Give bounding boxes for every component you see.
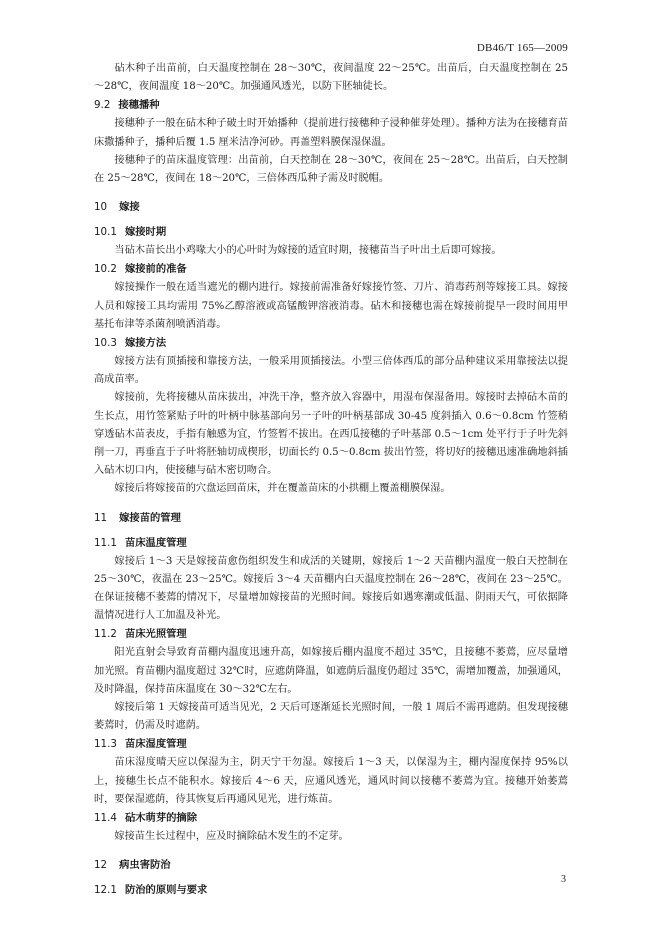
paragraph: 接穗种子的苗床温度管理：出苗前，白天控制在 28～30℃，夜间在 25～28℃。出苗后，白天控制在 25～28℃，夜间在 18～20℃，三倍体西瓜种子需及时脱帽。 [94, 154, 568, 185]
paragraph: 接穗种子一般在砧木种子破土时开始播种（提前进行接穗种子浸种催芽处理）。播种方法为在接穗育苗床撒播种子，播种后覆 1.5 厘米洁净河砂。再盖塑料膜保湿保温。 [94, 118, 568, 148]
section-heading: 9.2 接穗播种 [94, 99, 160, 112]
paragraph: 嫁接方法有顶插接和靠接方法，一般采用顶插接法。小型三倍体西瓜的部分品种建议采用靠接法以提高成苗率。 [94, 356, 568, 386]
paragraph: 嫁接后 1～3 天是嫁接苗愈伤组织发生和成活的关键期，嫁接后 1～2 天苗棚内温度一般白天控制在 25～30℃，夜温在 23～25℃。嫁接后 3～4 天苗棚内白天温度控制在 26～28℃，夜间在 23～25℃。在保证接穗不萎蔫的情况下，尽量增加嫁接苗的光照时间。嫁接后如遇寒潮或低温、阴雨天气，可依据降温情况进行人工加温及补光。 [94, 555, 568, 622]
paragraph: 嫁接操作一般在适当遮光的棚内进行。嫁接前需准备好嫁接竹签、刀片、消毒药剂等嫁接工具。嫁接人员和嫁接工具均需用 75%乙醇溶液或高锰酸钾溶液消毒。砧木和接穗也需在嫁接前提早一段时间用甲基托布津等杀菌剂喷洒消毒。 [94, 282, 568, 330]
page-number: 3 [561, 874, 566, 885]
chapter-heading: 11 嫁接苗的管理 [94, 511, 181, 524]
standard-code: DB46/T 165—2009 [476, 42, 568, 54]
section-heading: 11.1 苗床温度管理 [94, 536, 187, 549]
section-heading: 12.1 防治的原则与要求 [94, 884, 208, 897]
paragraph: 苗床湿度晴天应以保湿为主，阴天宁干勿湿。嫁接后 1～3 天，以保湿为主，棚内湿度保持 95%以上，接穗生长点不能积水。嫁接后 4～6 天，应通风透光，通风时间以接穗不萎蔫为宜。接穗开始萎蔫时，要保湿遮荫，待其恢复后再通风见光，进行炼苗。 [94, 757, 568, 805]
section-heading: 11.3 苗床湿度管理 [94, 738, 187, 751]
section-heading: 10.1 嫁接时期 [94, 226, 167, 239]
paragraph: 当砧木苗长出小鸡喙大小的心叶时为嫁接的适宜时期，接穗苗当子叶出土后即可嫁接。 [114, 245, 502, 257]
section-heading: 11.2 苗床光照管理 [94, 628, 187, 641]
document-body [94, 60, 568, 900]
paragraph: 砧木种子出苗前，白天温度控制在 28～30℃，夜间温度 22～25℃。出苗后，白天温度控制在 25～28℃，夜间温度 18～20℃。加强通风透光，以防下胚轴徒长。 [94, 63, 568, 93]
section-heading: 10.2 嫁接前的准备 [94, 263, 187, 276]
paragraph: 嫁接后第 1 天嫁接苗可适当见光，2 天后可逐渐延长光照时间，一般 1 周后不需再遮荫。但发现接穗萎蔫时，仍需及时遮荫。 [94, 702, 568, 732]
chapter-heading: 10 嫁接 [94, 201, 140, 214]
section-heading: 11.4 砧木萌芽的摘除 [94, 812, 198, 825]
paragraph: 嫁接苗生长过程中，应及时摘除砧木发生的不定芽。 [114, 831, 349, 843]
paragraph: 嫁接前，先将接穗从苗床拔出，冲洗干净，整齐放入容器中，用湿布保湿备用。嫁接时去掉砧木苗的生长点，用竹签紧贴子叶的叶柄中脉基部向另一子叶的叶柄基部成 30-45 度斜插入 0.6～0.8cm 竹签稍穿透砧木苗表皮，手指有触感为宜，竹签暂不拔出。在西瓜接穗的子叶基部 0.5～1cm 处平行于子叶先斜削一刀，再垂直于子叶将胚轴切成楔形，切面长约 0.5～0.8cm 拔出竹签，将切好的接穗迅速准确地斜插入砧木切口内，使接穗与砧木密切吻合。 [94, 392, 568, 477]
paragraph: 嫁接后将嫁接苗的穴盘运回苗床，并在覆盖苗床的小拱棚上覆盖棚膜保湿。 [114, 483, 451, 495]
paragraph: 阳光直射会导致育苗棚内温度迅速升高，如嫁接后棚内温度不超过 35℃，且接穗不萎蔫，应尽量增加光照。育苗棚内温度超过 32℃时，应遮荫降温，如遮荫后温度仍超过 35℃，需增加覆盖，加强通风，及时降温，保持苗床温度在 30～32℃左右。 [94, 647, 568, 695]
section-heading: 10.3 嫁接方法 [94, 337, 167, 350]
chapter-heading: 12 病虫害防治 [94, 859, 171, 872]
